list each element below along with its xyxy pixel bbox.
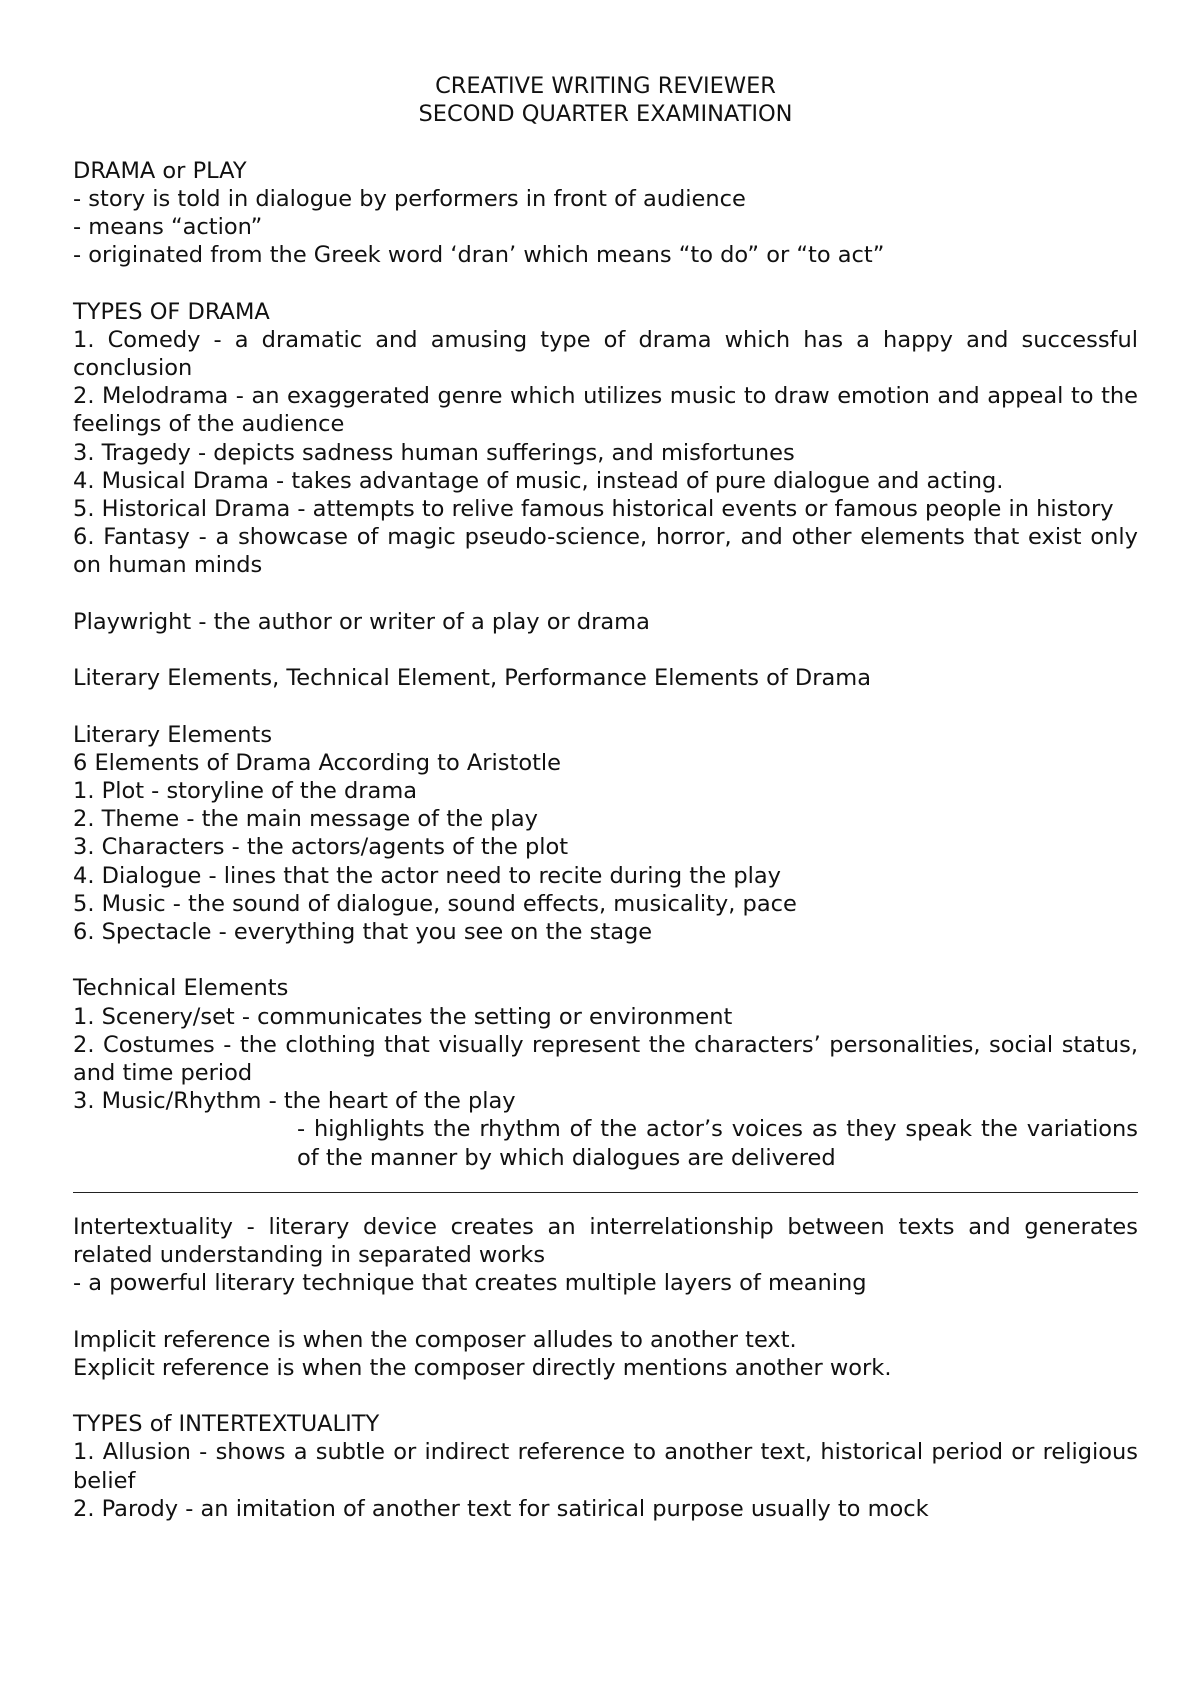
drama-point: - originated from the Greek word ‘dran’ which means “to do” or “to act” bbox=[73, 242, 885, 269]
drama-type-item: 6. Fantasy - a showcase of magic pseudo-science, horror, and other elements that exist only on human minds bbox=[73, 524, 1138, 579]
document-page bbox=[73, 72, 1138, 1523]
drama-type-item: 2. Melodrama - an exaggerated genre which utilizes music to draw emotion and appeal to the feelings of the audience bbox=[73, 383, 1138, 438]
document-title: CREATIVE WRITING REVIEWER bbox=[435, 73, 776, 99]
intertextuality-type-item: 1. Allusion - shows a subtle or indirect reference to another text, historical period or religious belief bbox=[73, 1439, 1138, 1494]
spacer bbox=[73, 1297, 1138, 1325]
document-subtitle: SECOND QUARTER EXAMINATION bbox=[418, 101, 793, 128]
drama-point: - story is told in dialogue by performers in front of audience bbox=[73, 185, 746, 212]
intertextuality-definition: Intertextuality - literary device creates an interrelationship between texts and generates related understanding in separated works bbox=[73, 1213, 1138, 1269]
technical-elements-heading: Technical Elements bbox=[73, 975, 289, 1002]
literary-element-item: 3. Characters - the actors/agents of the plot bbox=[73, 834, 569, 861]
elements-summary: Literary Elements, Technical Element, Performance Elements of Drama bbox=[73, 665, 871, 692]
technical-element-item: 1. Scenery/set - communicates the setting or environment bbox=[73, 1003, 733, 1030]
drama-type-item: 3. Tragedy - depicts sadness human sufferings, and misfortunes bbox=[73, 439, 795, 466]
literary-element-item: 5. Music - the sound of dialogue, sound effects, musicality, pace bbox=[73, 890, 797, 917]
literary-element-item: 6. Spectacle - everything that you see on the stage bbox=[73, 919, 653, 946]
drama-type-item: 4. Musical Drama - takes advantage of music, instead of pure dialogue and acting. bbox=[73, 467, 1004, 494]
spacer bbox=[73, 946, 1138, 974]
literary-element-item: 1. Plot - storyline of the drama bbox=[73, 778, 418, 804]
types-of-intertextuality-heading: TYPES of INTERTEXTUALITY bbox=[73, 1411, 380, 1438]
drama-point: - means “action” bbox=[73, 214, 263, 240]
spacer bbox=[73, 128, 1138, 156]
literary-element-item: 4. Dialogue - lines that the actor need to recite during the play bbox=[73, 862, 781, 889]
spacer bbox=[73, 1382, 1138, 1410]
drama-type-item: 1. Comedy - a dramatic and amusing type of drama which has a happy and successful conclusion bbox=[73, 326, 1138, 381]
literary-element-item: 2. Theme - the main message of the play bbox=[73, 806, 538, 833]
spacer bbox=[73, 269, 1138, 297]
spacer bbox=[73, 580, 1138, 608]
spacer bbox=[73, 692, 1138, 720]
literary-elements-heading: Literary Elements bbox=[73, 721, 273, 748]
implicit-reference: Implicit reference is when the composer alludes to another text. bbox=[73, 1326, 797, 1353]
types-of-drama-heading: TYPES OF DRAMA bbox=[73, 298, 270, 325]
drama-heading: DRAMA or PLAY bbox=[73, 157, 247, 184]
literary-elements-subheading: 6 Elements of Drama According to Aristotle bbox=[73, 749, 562, 776]
explicit-reference: Explicit reference is when the composer directly mentions another work. bbox=[73, 1354, 892, 1381]
technical-element-item: 2. Costumes - the clothing that visually represent the characters’ personalities, social status, and time period bbox=[73, 1031, 1138, 1087]
intertextuality-point: - a powerful literary technique that creates multiple layers of meaning bbox=[73, 1270, 867, 1297]
intertextuality-type-item: 2. Parody - an imitation of another text for satirical purpose usually to mock bbox=[73, 1495, 929, 1522]
drama-type-item: 5. Historical Drama - attempts to relive famous historical events or famous people in history bbox=[73, 496, 1114, 523]
technical-element-continuation: - highlights the rhythm of the actor’s voices as they speak the variations of the manner by which dialogues are delivered bbox=[297, 1116, 1138, 1171]
section-divider bbox=[73, 1192, 1138, 1193]
playwright-definition: Playwright - the author or writer of a play or drama bbox=[73, 608, 650, 635]
spacer bbox=[73, 636, 1138, 664]
technical-element-item: 3. Music/Rhythm - the heart of the play bbox=[73, 1088, 516, 1115]
